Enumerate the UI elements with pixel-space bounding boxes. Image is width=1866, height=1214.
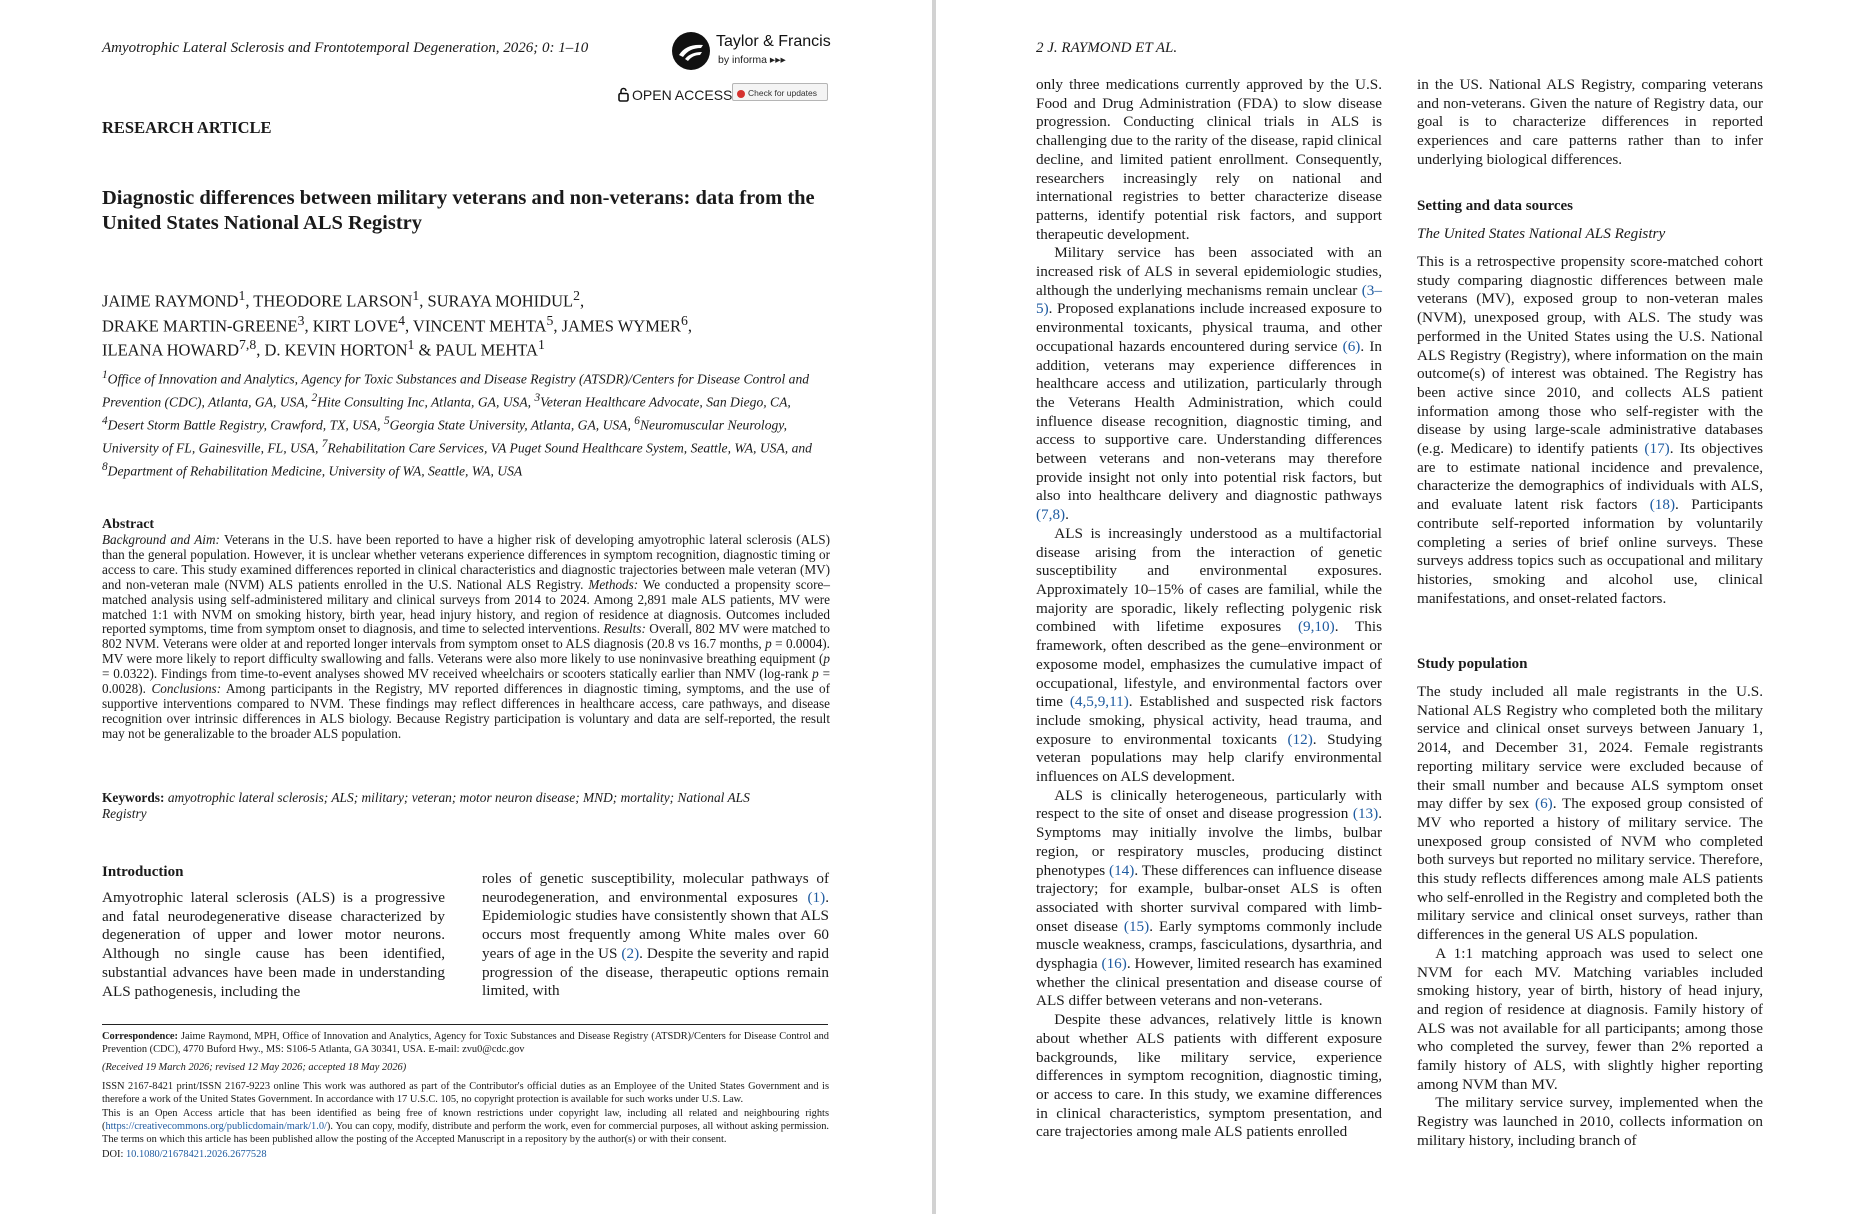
body-paragraph: only three medications currently approved by the U.S. Food and Drug Administration (FDA) to slow disease progression. Conducting clinical trials in ALS is challenging due to the rarity of the disease, rapid clinical decline, and limited patient enrollment. Consequently, researchers increasingly rely on national and international registries to better characterize disease patterns, identify potential risk factors, and support therapeutic development. bbox=[1036, 76, 1382, 243]
keywords-label: Keywords: bbox=[102, 790, 165, 805]
journal-citation: Amyotrophic Lateral Sclerosis and Frontotemporal Degeneration, 2026; 0: 1–10 bbox=[102, 40, 589, 56]
footnotes bbox=[102, 1030, 829, 1162]
body-paragraph: Military service has been associated with an increased risk of ALS in several epidemiologic studies, although the underlying mechanisms remain unclear (3–5). Proposed explanations include increased exposure to environmental toxicants, physical trauma, and other occupational hazards encountered during service (6). In addition, veterans may experience differences in healthcare access and utilization, particularly through the Veterans Health Administration, which could influence disease recognition, diagnostic timing, and access to supportive care. Understanding differences between veterans and non-veterans may therefore provide insight not only into potential risk factors, but also into healthcare delivery and diagnostic pathways (7,8). bbox=[1036, 244, 1382, 524]
abstract bbox=[102, 517, 830, 742]
publisher-logo-icon bbox=[672, 32, 710, 70]
abstract-heading: Abstract bbox=[102, 517, 155, 532]
running-head: 2 J. RAYMOND ET AL. bbox=[1036, 40, 1178, 56]
abstract-text: Background and Aim: Veterans in the U.S. have been reported to have a higher risk of developing amyotrophic lateral sclerosis (ALS) than the general population. However, it is unclear whether veterans experience differences in symptom recognition, diagnostic timing or access to care. This study examined differences reported in clinical characteristics and diagnostic trajectories between male veteran (MV) and non-veteran male (NVM) ALS patients enrolled in the U.S. National ALS Registry. Methods: We conducted a propensity score–matched analysis using self-administered military and clinical surveys from 2014 to 2024. Among 2,891 male ALS patients, MV were matched 1:1 with NVM on smoking history, birth year, head injury history, and region of residence at diagnosis. Outcomes included reported symptoms, time from symptom onset to diagnosis, and time to selected interventions. Results: Overall, 802 MV were matched to 802 NVM. Veterans were older at and reported longer intervals from symptom onset to ALS diagnosis (20.8 vs 16.7 months, p = 0.0004). MV were more likely to report difficulty swallowing and falls. Veterans were also more likely to use noninvasive breathing equipment (p = 0.0322). Findings from time-to-event analyses showed MV received wheelchairs or scooters statically earlier than NMV (log-rank p = 0.0028). Conclusions: Among participants in the Registry, MV reported differences in diagnostic timing, symptoms, and the use of supportive interventions compared to NVM. These findings may reflect differences in healthcare access, care pathways, and disease recognition over intrinsic differences in ALS biology. Because Registry participation is voluntary and data are self-reported, the result may not be generalizable to the broader ALS population. bbox=[102, 532, 830, 741]
footnote-divider bbox=[102, 1024, 828, 1025]
introduction-column-1: Amyotrophic lateral sclerosis (ALS) is a progressive and fatal neurodegenerative disease characterized by degeneration of upper and lower motor neurons. Although no single cause has been identified, substantial advances have been made in understanding ALS pathogenesis, including the bbox=[102, 889, 445, 1000]
publisher-logo[interactable] bbox=[672, 30, 832, 74]
section-heading-population: Study population bbox=[1417, 656, 1528, 672]
received-dates: (Received 19 March 2026; revised 12 May 2026; accepted 18 May 2026) bbox=[102, 1062, 407, 1074]
body-paragraph: The military service survey, implemented when the Registry was launched in 2010, collects information on military history, including branch of bbox=[1417, 1094, 1763, 1149]
check-for-updates-button[interactable]: Check for updates bbox=[732, 83, 828, 101]
body-paragraph: ALS is clinically heterogeneous, particularly with respect to the site of onset and disease progression (13). Symptoms may initially involve the limbs, bulbar region, or respiratory muscles, producing distinct phenotypes (14). These differences can influence disease trajectory; for example, bulbar-onset ALS is often associated with shorter survival compared with limb-onset disease (15). Early symptoms commonly include muscle weakness, cramps, fasciculations, dysarthria, and dysphagia (16). However, limited research has examined whether the clinical presentation and disease course of ALS differ between veterans and non-veterans. bbox=[1036, 786, 1382, 1010]
author-affiliations: $^1$Office of Innovation and Analytics, Agency for Toxic Substances and Disease Registry (ATSDR)/Centers for Disease Control and Prevention (CDC), Atlanta, GA, USA, $^2$Hite Consulting Inc, Atlanta, GA, USA, $^3$Veteran Healthcare Advocate, San Diego, CA, $^4$Desert Storm Battle Registry, Crawford, TX, USA, $^5$Georgia State University, Atlanta, GA, USA, $^6$Neuromuscular Neurology, University of FL, Gainesville, FL, USA, $^7$Rehabilitation Care Services, VA Puget Sound Healthcare System, Seattle, WA, USA, and $^8$Department of Rehabilitation Medicine, University of WA, Seattle, WA, USA bbox=[102, 369, 812, 479]
article-type: RESEARCH ARTICLE bbox=[102, 118, 272, 137]
keywords-text: amyotrophic lateral sclerosis; ALS; military; veteran; motor neuron disease; MND; mortality; National ALS Registry bbox=[102, 790, 750, 821]
issn-statement: ISSN 2167-8421 print/ISSN 2167-9223 online This work was authored as part of the Contributor's official duties as an Employee of the United States Government and is therefore a work of the United States Government. In accordance with 17 U.S.C. 105, no copyright protection is available for such works under U.S. Law. bbox=[102, 1080, 829, 1105]
author-list: JAIME RAYMOND$^1$, THEODORE LARSON$^1$, SURAYA MOHIDUL$^2$, DRAKE MARTIN-GREENE$^3$, KIRT LOVE$^4$, VINCENT MEHTA$^5$, JAMES WYMER$^6$, ILEANA HOWARD$^{7,8}$, D. KEVIN HORTON$^1$ & PAUL MEHTA$^1$ bbox=[102, 288, 692, 360]
population-text bbox=[1417, 683, 1763, 1151]
doi-link[interactable]: DOI: 10.1080/21678421.2026.2677528 bbox=[102, 1148, 267, 1160]
body-paragraph: Despite these advances, relatively little is known about whether ALS patients with different exposure backgrounds, like military service, experience differences in symptom recognition, diagnostic timing, or access to care. In this study, we examine differences in clinical characteristics, symptom presentation, and care trajectories among male ALS patients enrolled bbox=[1036, 1011, 1382, 1141]
open-lock-icon bbox=[618, 87, 629, 102]
subsection-heading-registry: The United States National ALS Registry bbox=[1417, 225, 1666, 242]
body-paragraph: A 1:1 matching approach was used to select one NVM for each MV. Matching variables included smoking history, year of birth, history of head injury, and region of residence at diagnosis. Family history of ALS was not available for all participants; among those who completed the survey, fewer than 2% reported a family history of ALS, with slightly higher reporting among NVM than MV. bbox=[1417, 944, 1763, 1093]
open-access-label: OPEN ACCESS bbox=[618, 87, 732, 103]
introduction-column-2: roles of genetic susceptibility, molecular pathways of neurodegeneration, and environmental exposures (1). Epidemiologic studies have consistently shown that ALS occurs most frequently among White males over 60 years of age in the US (2). Despite the severity and rapid progression of the disease, therapeutic options remain limited, with bbox=[482, 870, 829, 1000]
body-column-2-intro: in the US. National ALS Registry, comparing veterans and non-veterans. Given the nature of Registry data, our goal is to characterize differences in reported experiences and care patterns rather than to infer underlying biological differences. bbox=[1417, 76, 1763, 168]
publisher-subline: by informa ▸▸▸ bbox=[718, 54, 786, 66]
body-paragraph: The study included all male registrants in the U.S. National ALS Registry who completed both the military service and clinical onset surveys between January 1, 2014, and December 31, 2024. Female registrants reporting military service were excluded because of their small number and because ALS symptom onset may differ by sex (6). The exposed group consisted of MV who reported a history of military service. The unexposed group consisted of NVM who completed both surveys but reported no military service. Therefore, this study reflects differences among male ALS patients who self-enrolled in the Registry and completed both the military service and clinical onset surveys, rather than differences in the general US ALS population. bbox=[1417, 683, 1763, 944]
setting-text: This is a retrospective propensity score-matched cohort study comparing diagnostic differences between male veterans (MV), exposed group to non-veteran males (NVM), unexposed group, with ALS. The study was performed in the United States using the U.S. National ALS Registry (Registry), where information on the main outcome(s) of interest was obtained. The Registry has been active since 2010, and collects ALS patient information among those who self-register with the disease by using large-scale administrative databases (e.g. Medicare) to identify patients (17). Its objectives are to estimate national incidence and prevalence, characterize the demographics of individuals with ALS, and evaluate latent risk factors (18). Participants contribute self-reported information by voluntarily completing a series of brief online surveys. These surveys address topics such as occupational and military histories, smoking and alcohol use, clinical manifestations, and onset-related factors. bbox=[1417, 253, 1764, 607]
open-access-statement: This is an Open Access article that has been identified as being free of known restrictions under copyright law, including all related and neighbouring rights (https://creativecommons.org/publicdomain/mark/1.0/). You can copy, modify, distribute and perform the work, even for commercial purposes, all without asking permission. The terms on which this article has been published allow the posting of the Accepted Manuscript in a repository by the author(s) or with their consent. bbox=[102, 1108, 829, 1146]
correspondence: Correspondence: Jaime Raymond, MPH, Office of Innovation and Analytics, Agency for Toxic Substances and Disease Registry (ATSDR)/Centers for Disease Control and Prevention (CDC), 4770 Buford Hwy., MS: S106-5 Atlanta, GA 30341, USA. E-mail: zvu0@cdc.gov bbox=[102, 1031, 829, 1056]
crossmark-icon bbox=[737, 90, 745, 98]
body-column-1 bbox=[1036, 76, 1382, 1142]
keywords bbox=[102, 790, 792, 822]
publisher-name: Taylor & Francis bbox=[716, 33, 831, 50]
article-title: Diagnostic differences between military veterans and non-veterans: data from the United States National ALS Registry bbox=[102, 187, 815, 234]
section-heading-introduction: Introduction bbox=[102, 864, 184, 880]
section-heading-setting: Setting and data sources bbox=[1417, 198, 1573, 214]
body-paragraph: ALS is increasingly understood as a multifactorial disease arising from the interaction of genetic susceptibility and environmental exposures. Approximately 10–15% of cases are familial, while the majority are sporadic, likely reflecting polygenic risk combined with lifetime exposures (9,10). This framework, often described as the gene–environment or exposome model, emphasizes the cumulative impact of occupational, lifestyle, and environmental factors over time (4,5,9,11). Established and suspected risk factors include smoking, physical activity, head trauma, and exposure to environmental toxicants (12). Studying veteran populations may help clarify environmental influences on ALS development. bbox=[1036, 524, 1382, 786]
pdf-page-2 bbox=[936, 0, 1866, 1214]
pdf-page-1 bbox=[0, 0, 932, 1214]
